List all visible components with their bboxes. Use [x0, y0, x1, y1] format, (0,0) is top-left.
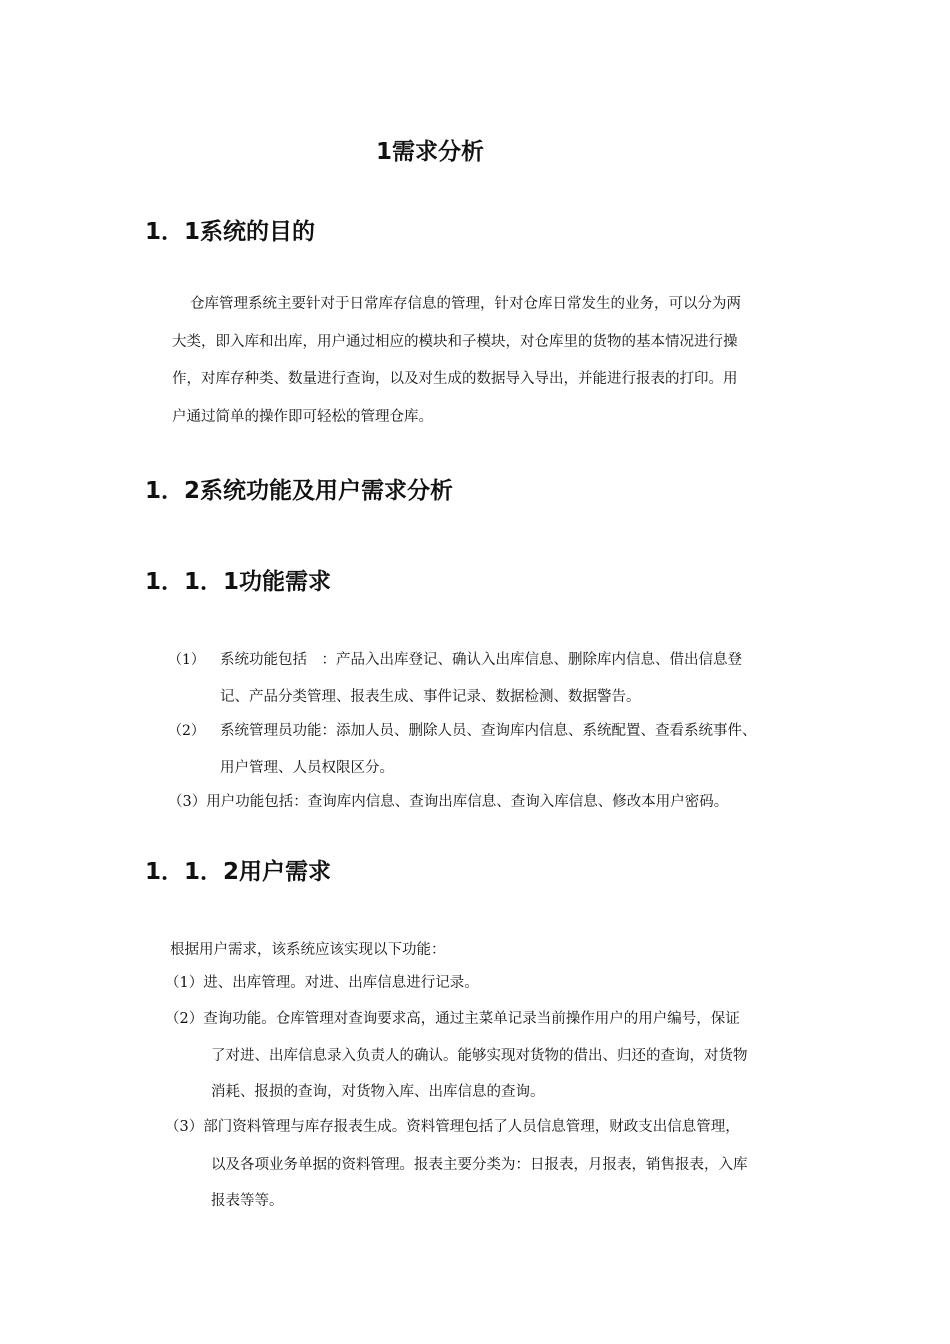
section-heading-1-2: 1．2系统功能及用户需求分析: [145, 478, 454, 504]
paragraph-line: 大类，即入库和出库，用户通过相应的模块和子模块，对仓库里的货物的基本情况进行操: [172, 333, 738, 350]
list-item-line: （3）用户功能包括：查询库内信息、查询出库信息、查询入库信息、修改本用户密码。: [168, 794, 729, 810]
paragraph-line: 作，对库存种类、数量进行查询，以及对生成的数据导入导出，并能进行报表的打印。用: [172, 371, 738, 387]
list-item-line: 报表等等。: [211, 1193, 284, 1209]
paragraph-line: 户通过简单的操作即可轻松的管理仓库。: [172, 408, 433, 425]
intro-text: 根据用户需求，该系统应该实现以下功能：: [170, 942, 446, 958]
list-item-line: 系统功能包括 ：产品入出库登记、确认入出库信息、删除库内信息、借出信息登: [220, 652, 742, 668]
page-title: 1需求分析: [375, 139, 484, 165]
list-item-line: 以及各项业务单据的资料管理。报表主要分类为：日报表，月报表，销售报表，入库: [211, 1157, 748, 1173]
list-item-line: （3）部门资料管理与库存报表生成。资料管理包括了人员信息管理，财政支出信息管理，: [165, 1119, 740, 1135]
section-heading-1-1: 1．1系统的目的: [145, 219, 316, 245]
list-item-line: 记、产品分类管理、报表生成、事件记录、数据检测、数据警告。: [220, 689, 641, 705]
list-item-line: （2）查询功能。仓库管理对查询要求高，通过主菜单记录当前操作用户的用户编号，保证: [165, 1011, 740, 1027]
paragraph-line: 仓库管理系统主要针对于日常库存信息的管理，针对仓库日常发生的业务，可以分为两: [190, 296, 741, 312]
list-number: （1）: [168, 652, 205, 668]
list-item-line: 了对进、出库信息录入负责人的确认。能够实现对货物的借出、归还的查询，对货物: [211, 1048, 748, 1064]
section-heading-1-1-2: 1．1．2用户需求: [145, 859, 332, 885]
section-1-1-paragraph: [172, 286, 812, 436]
section-heading-1-1-1: 1．1．1功能需求: [145, 569, 332, 595]
list-item-line: （1）进、出库管理。对进、出库信息进行记录。: [165, 975, 479, 991]
list-item-line: 用户管理、人员权限区分。: [220, 760, 394, 776]
list-item-line: 系统管理员功能：添加人员、删除人员、查询库内信息、系统配置、查看系统事件、: [220, 723, 757, 739]
list-number: （2）: [168, 723, 205, 739]
list-item-line: 消耗、报损的查询，对货物入库、出库信息的查询。: [211, 1084, 545, 1100]
